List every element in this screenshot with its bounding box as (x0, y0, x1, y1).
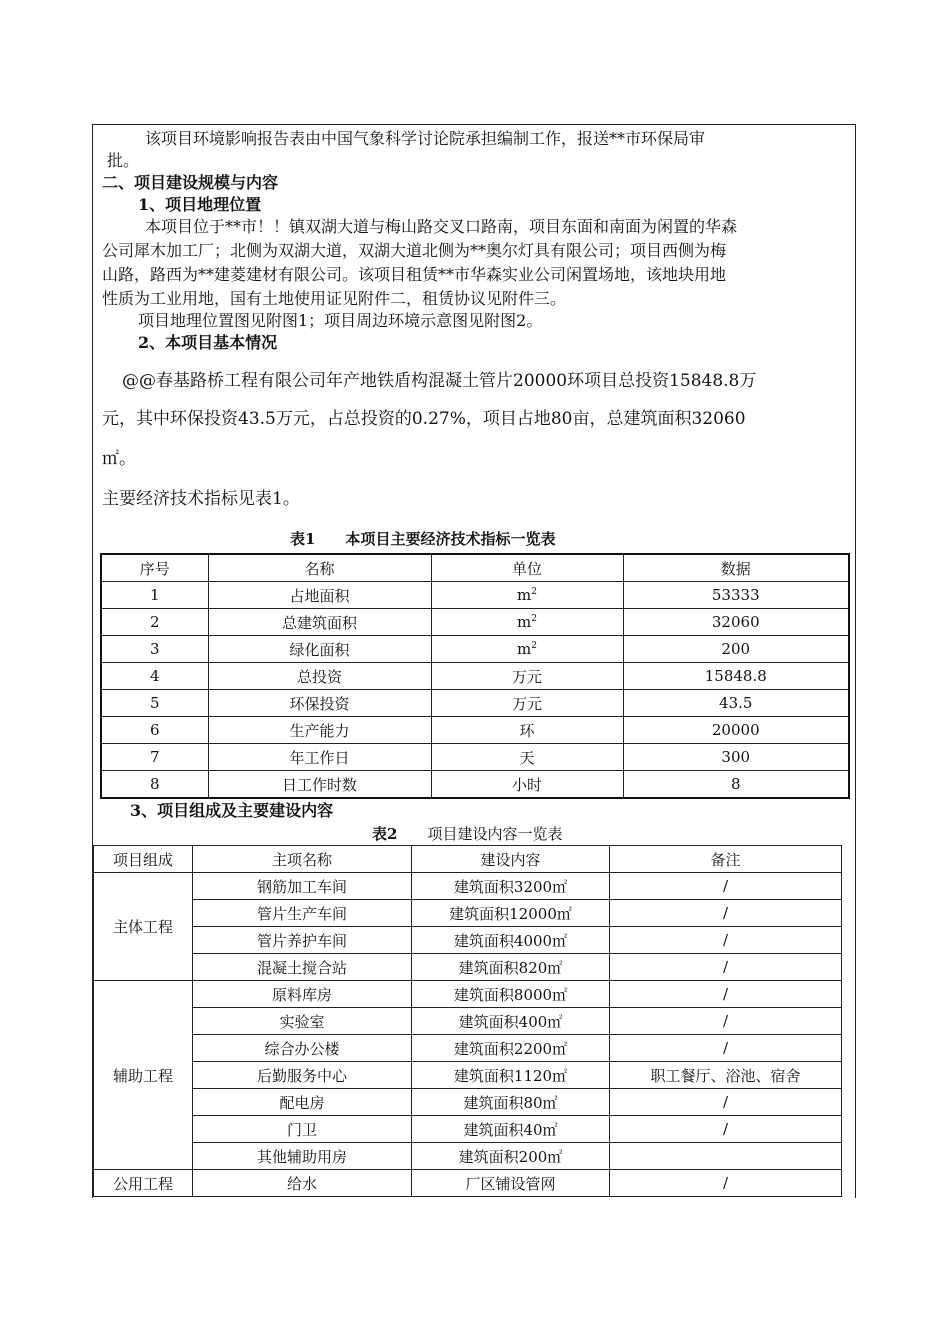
header-cell: 项目组成 (94, 846, 193, 873)
subheading-location: 1、项目地理位置 (138, 195, 262, 214)
table-row (94, 1143, 842, 1170)
cell: / (610, 954, 842, 981)
cell: 小时 (431, 771, 623, 799)
table-row (94, 873, 842, 900)
construction-table (93, 845, 842, 1197)
cell: 4 (101, 663, 208, 690)
cell: 43.5 (623, 690, 849, 717)
location-line: 性质为工业用地，国有土地使用证见附件二，租赁协议见附件三。 (102, 289, 567, 308)
table-row (101, 744, 849, 771)
cell: 其他辅助用房 (193, 1143, 412, 1170)
cell: 管片养护车间 (193, 927, 412, 954)
cell: 天 (431, 744, 623, 771)
cell: 20000 (623, 717, 849, 744)
cell: 门卫 (193, 1116, 412, 1143)
intro-line-1: 该项目环境影响报告表由中国气象科学讨论院承担编制工作，报送**市环保局审 (145, 129, 706, 148)
table-row (94, 1035, 842, 1062)
cell: 6 (101, 717, 208, 744)
cell: / (610, 1170, 842, 1197)
header-cell: 单位 (431, 554, 623, 582)
cell: 管片生产车间 (193, 900, 412, 927)
table-row (101, 609, 849, 636)
table-row (94, 1008, 842, 1035)
cell: 绿化面积 (208, 636, 431, 663)
cell: 建筑面积820㎡ (412, 954, 610, 981)
table-reference: 主要经济技术指标见表1。 (102, 489, 300, 509)
cell: / (610, 981, 842, 1008)
cell (610, 1143, 842, 1170)
cell: / (610, 1116, 842, 1143)
cell: / (610, 927, 842, 954)
cell: 8 (623, 771, 849, 799)
location-line: 山路，路西为**建菱建材有限公司。该项目租赁**市华森实业公司闲置场地，该地块用地 (102, 265, 727, 284)
cell: $m^2$ (431, 609, 623, 636)
table-row (94, 981, 842, 1008)
cell: 建筑面积8000㎡ (412, 981, 610, 1008)
cell: 7 (101, 744, 208, 771)
cell: 综合办公楼 (193, 1035, 412, 1062)
cell: 后勤服务中心 (193, 1062, 412, 1089)
cell: 职工餐厅、浴池、宿舍 (610, 1062, 842, 1089)
header-cell: 名称 (208, 554, 431, 582)
cell: 生产能力 (208, 717, 431, 744)
cell: 5 (101, 690, 208, 717)
cell: / (610, 1035, 842, 1062)
table-row (94, 1170, 842, 1197)
cell: 建筑面积1120㎡ (412, 1062, 610, 1089)
cell: 厂区铺设管网 (412, 1170, 610, 1197)
header-cell: 序号 (101, 554, 208, 582)
cell: 总建筑面积 (208, 609, 431, 636)
table-row (101, 771, 849, 799)
table-row (94, 1089, 842, 1116)
cell: 环保投资 (208, 690, 431, 717)
cell: 原料库房 (193, 981, 412, 1008)
cell: 15848.8 (623, 663, 849, 690)
cell: 占地面积 (208, 582, 431, 609)
section-heading: 二、项目建设规模与内容 (102, 173, 279, 192)
table-header-row (101, 554, 849, 582)
basic-line: 元，其中环保投资43.5万元，占总投资的0.27%，项目占地80亩，总建筑面积32060 (102, 409, 746, 429)
cell: 建筑面积12000㎡ (412, 900, 610, 927)
cell: 环 (431, 717, 623, 744)
table-row (101, 636, 849, 663)
subheading-composition: 3、项目组成及主要建设内容 (130, 801, 334, 820)
cell: 日工作时数 (208, 771, 431, 799)
cell: 混凝土搅合站 (193, 954, 412, 981)
cell: / (610, 900, 842, 927)
cell: 建筑面积200㎡ (412, 1143, 610, 1170)
cell: 建筑面积3200㎡ (412, 873, 610, 900)
location-line: 公司犀木加工厂；北侧为双湖大道，双湖大道北侧为**奥尔灯具有限公司；项目西侧为梅 (102, 241, 727, 260)
cell: 300 (623, 744, 849, 771)
table2-caption: 表2 项目建设内容一览表 (372, 825, 563, 843)
table-row (101, 663, 849, 690)
cell: $m^2$ (431, 636, 623, 663)
header-cell: 主项名称 (193, 846, 412, 873)
cell: 53333 (623, 582, 849, 609)
table-row (94, 927, 842, 954)
cell: 万元 (431, 690, 623, 717)
cell: 建筑面积4000㎡ (412, 927, 610, 954)
cell: $m^2$ (431, 582, 623, 609)
cell: 建筑面积40㎡ (412, 1116, 610, 1143)
cell: 配电房 (193, 1089, 412, 1116)
group-cell-aux: 辅助工程 (94, 981, 193, 1170)
table-row (101, 690, 849, 717)
table-header-row (94, 846, 842, 873)
indicator-table (100, 553, 850, 799)
cell: 建筑面积400㎡ (412, 1008, 610, 1035)
cell: 给水 (193, 1170, 412, 1197)
cell: 万元 (431, 663, 623, 690)
cell: 8 (101, 771, 208, 799)
cell: 建筑面积2200㎡ (412, 1035, 610, 1062)
basic-line: @@春基路桥工程有限公司年产地铁盾构混凝土管片20000环项目总投资15848.8万 (122, 371, 757, 391)
subheading-basic: 2、本项目基本情况 (138, 333, 278, 352)
table-row (94, 900, 842, 927)
table-row (101, 717, 849, 744)
group-cell-main: 主体工程 (94, 873, 193, 981)
cell: 年工作日 (208, 744, 431, 771)
header-cell: 备注 (610, 846, 842, 873)
table-row (94, 954, 842, 981)
cell: 钢筋加工车间 (193, 873, 412, 900)
cell: / (610, 873, 842, 900)
header-cell: 建设内容 (412, 846, 610, 873)
location-line: 项目地理位置图见附图1；项目周边环境示意图见附图2。 (138, 311, 543, 330)
group-cell-public: 公用工程 (94, 1170, 193, 1197)
cell: 总投资 (208, 663, 431, 690)
cell: 3 (101, 636, 208, 663)
table-row (94, 1116, 842, 1143)
location-line: 本项目位于**市！！镇双湖大道与梅山路交叉口路南，项目东面和南面为闲置的华森 (145, 217, 738, 236)
cell: / (610, 1008, 842, 1035)
intro-line-2: 批。 (107, 151, 140, 170)
table1-caption: 表1 本项目主要经济技术指标一览表 (290, 530, 556, 548)
cell: / (610, 1089, 842, 1116)
table-row (94, 1062, 842, 1089)
header-cell: 数据 (623, 554, 849, 582)
cell: 2 (101, 609, 208, 636)
cell: 建筑面积80㎡ (412, 1089, 610, 1116)
basic-line: ㎡。 (102, 449, 136, 469)
cell: 实验室 (193, 1008, 412, 1035)
cell: 200 (623, 636, 849, 663)
cell: 1 (101, 582, 208, 609)
table-row (101, 582, 849, 609)
cell: 32060 (623, 609, 849, 636)
